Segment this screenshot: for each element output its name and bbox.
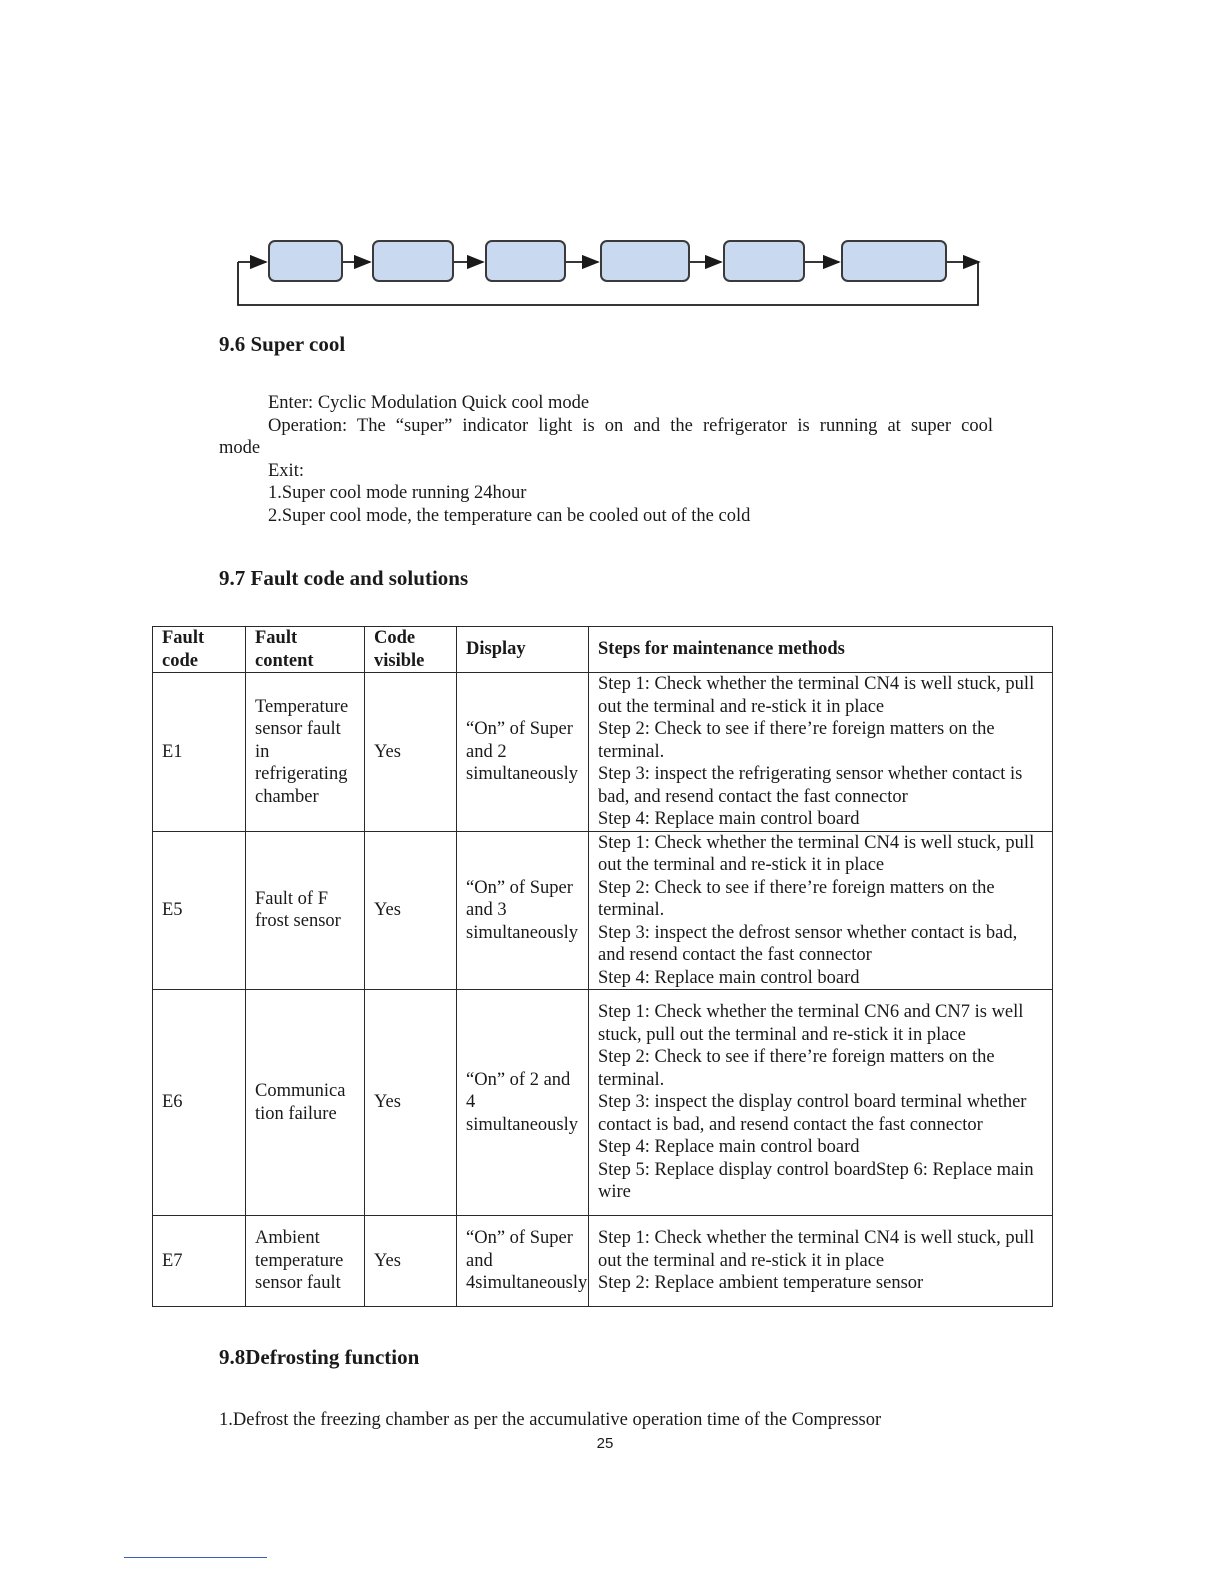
step-line: Step 4: Replace main control board: [598, 967, 860, 988]
step-line: Step 3: inspect the refrigerating sensor whether contact is bad, and resend contact the fast connector: [598, 764, 1023, 807]
step-line: Step 4: Replace main control board: [598, 1137, 860, 1158]
flow-box: [485, 240, 566, 282]
cell-steps: [589, 1216, 1053, 1307]
cell-display: “On” of Super and 2 simultaneously: [457, 673, 589, 832]
fault-code-table: [152, 626, 1053, 1307]
super-cool-operation-cont: mode: [219, 438, 261, 458]
step-line: Step 3: inspect the defrost sensor whether contact is bad, and resend contact the fast connector: [598, 922, 1018, 965]
cell-steps: [589, 831, 1053, 990]
step-line: Step 5: Replace display control boardStep 6: Replace main wire: [598, 1159, 1034, 1203]
flow-box: [600, 240, 690, 282]
step-line: Step 1: Check whether the terminal CN6 and CN7 is well stuck, pull out the terminal and re-stick it in place: [598, 1002, 1024, 1045]
header-fault-code: Fault code: [153, 627, 246, 673]
section-title-defrosting: 9.8Defrosting function: [219, 1345, 420, 1369]
super-cool-operation: Operation: The “super” indicator light is on and the refrigerator is running at super cool: [268, 416, 993, 436]
cell-steps: [589, 990, 1053, 1216]
section-title-super-cool: 9.6 Super cool: [219, 332, 346, 356]
cell-fault-content: Ambient temperature sensor fault: [246, 1216, 365, 1307]
cell-fault-code: E5: [153, 831, 246, 990]
super-cool-exit-item: 2.Super cool mode, the temperature can be cooled out of the cold: [268, 506, 751, 526]
step-line: Step 1: Check whether the terminal CN4 is well stuck, pull out the terminal and re-stick it in place: [598, 832, 1035, 875]
header-display: Display: [457, 627, 589, 673]
cell-fault-code: E6: [153, 990, 246, 1216]
flow-box: [841, 240, 947, 282]
cell-display: “On” of Super and 4simultaneously: [457, 1216, 589, 1307]
cell-display: “On” of 2 and 4 simultaneously: [457, 990, 589, 1216]
cell-code-visible: Yes: [365, 990, 457, 1216]
table-row: [153, 831, 1053, 990]
header-code-visible: Code visible: [365, 627, 457, 673]
cell-display: “On” of Super and 3 simultaneously: [457, 831, 589, 990]
cell-code-visible: Yes: [365, 831, 457, 990]
cell-fault-content: Fault of F frost sensor: [246, 831, 365, 990]
step-line: Step 1: Check whether the terminal CN4 is well stuck, pull out the terminal and re-stick it in place: [598, 674, 1035, 717]
step-line: Step 2: Check to see if there’re foreign matters on the terminal.: [598, 877, 995, 920]
super-cool-exit: Exit:: [268, 461, 304, 481]
cell-fault-code: E1: [153, 673, 246, 832]
step-line: Step 4: Replace main control board: [598, 809, 860, 829]
defrost-item: 1.Defrost the freezing chamber as per the accumulative operation time of the Compressor: [219, 1410, 882, 1430]
header-steps: Steps for maintenance methods: [589, 627, 1053, 673]
step-line: Step 2: Check to see if there’re foreign matters on the terminal.: [598, 719, 995, 762]
table-header-row: [153, 627, 1053, 673]
super-cool-exit-item: 1.Super cool mode running 24hour: [268, 483, 527, 503]
cell-code-visible: Yes: [365, 673, 457, 832]
super-cool-enter: Enter: Cyclic Modulation Quick cool mode: [268, 393, 590, 413]
page-number: 25: [596, 1435, 614, 1452]
cell-steps: [589, 673, 1053, 832]
cell-fault-content: Communica tion failure: [246, 990, 365, 1216]
step-line: Step 1: Check whether the terminal CN4 is well stuck, pull out the terminal and re-stick it in place: [598, 1228, 1035, 1271]
step-line: Step 2: Check to see if there’re foreign matters on the terminal.: [598, 1047, 995, 1090]
cell-fault-code: E7: [153, 1216, 246, 1307]
cell-code-visible: Yes: [365, 1216, 457, 1307]
flow-box: [723, 240, 805, 282]
step-line: Step 2: Replace ambient temperature sensor: [598, 1273, 924, 1294]
footnote-divider: [124, 1557, 267, 1558]
cell-fault-content: Temperature sensor fault in refrigerating chamber: [246, 673, 365, 832]
header-fault-content: Fault content: [246, 627, 365, 673]
flow-box: [268, 240, 343, 282]
table-row: [153, 990, 1053, 1216]
table-row: [153, 1216, 1053, 1307]
flow-box: [372, 240, 454, 282]
step-line: Step 3: inspect the display control board terminal whether contact is bad, and resend contact the fast connector: [598, 1092, 1027, 1135]
section-title-fault-codes: 9.7 Fault code and solutions: [219, 566, 469, 590]
table-row: [153, 673, 1053, 832]
